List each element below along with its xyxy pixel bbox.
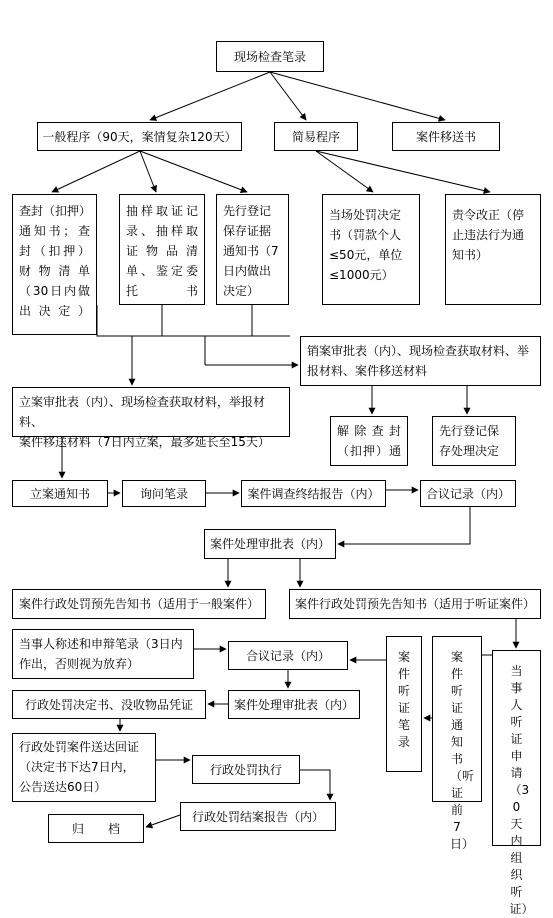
pre-notice-hearing-label: 案件行政处罚预先告知书（适用于听证案件）: [294, 597, 535, 611]
sampling-record-line-2: 录、抽样取: [126, 224, 198, 238]
preservation-decision-line-1: 先行登记保: [439, 424, 500, 438]
order-correction-node: [445, 194, 541, 305]
onsite-penalty-node: [322, 194, 420, 305]
sampling-record-node: [119, 194, 205, 305]
delivery-receipt-line-3: 公告送达60日）: [19, 780, 107, 794]
general-procedure-label: 一般程序（90天，案情复杂120天）: [42, 129, 237, 144]
handling-approval-node-1: [204, 529, 336, 559]
seal-notice-line-6: 出决定）: [19, 304, 90, 318]
simple-procedure-label: 简易程序: [291, 129, 340, 144]
seal-notice-node: [12, 194, 97, 335]
pre-notice-general-node: [12, 589, 266, 619]
preservation-notice-node: [216, 194, 289, 305]
statement-defense-node: [12, 629, 194, 679]
filing-approval-node: [12, 387, 290, 449]
order-correction-line-3: 知书）: [452, 248, 489, 262]
preservation-notice-line-1: 先行登记: [223, 204, 272, 218]
onsite-penalty-line-1: 当场处罚决定: [329, 208, 402, 222]
filing-notice-label: 立案通知书: [29, 486, 90, 501]
deliberation-record-node-2: [228, 641, 348, 670]
pre-notice-general-label: 案件行政处罚预先告知书（适用于一般案件）: [18, 597, 259, 611]
onsite-penalty-line-4: ≤1000元）: [329, 268, 394, 282]
case-transfer-node: [392, 122, 500, 151]
sampling-record-line-5: 托书: [126, 284, 198, 298]
delivery-receipt-line-1: 行政处罚案件送达回证: [19, 740, 140, 754]
preservation-decision-node: [432, 416, 516, 466]
onsite-penalty-line-2: 书（罚款个人: [329, 228, 402, 242]
preservation-notice-line-5: 决定）: [223, 284, 260, 298]
preservation-notice-line-4: 日内做出: [223, 264, 272, 278]
delivery-receipt-node: [12, 733, 156, 802]
handling-approval-node-2: [228, 690, 360, 719]
onsite-record-label: 现场检查笔录: [233, 49, 306, 64]
inquiry-record-label: 询问笔录: [139, 486, 188, 501]
release-seal-line-1: 解除查封: [337, 424, 401, 438]
hearing-application-node: [492, 650, 541, 916]
release-seal-node: [330, 416, 408, 466]
penalty-decision-label: 行政处罚决定书、没收物品凭证: [24, 697, 193, 712]
handling-approval-label-1: 案件处理审批表（内）: [209, 537, 330, 551]
investigation-report-label: 案件调查终结报告（内）: [247, 486, 380, 501]
preservation-notice-line-2: 保存证据: [223, 224, 272, 238]
deliberation-record-label-2: 合议记录（内）: [245, 648, 330, 663]
preservation-decision-line-2: 存处理决定: [439, 444, 500, 458]
onsite-record-node: [216, 41, 324, 72]
penalty-execution-node: [192, 755, 300, 784]
inquiry-record-node: [122, 480, 206, 507]
hearing-application-label: 当事人听证申请（30天内组织听证）: [509, 664, 534, 916]
general-procedure-node: [37, 122, 242, 151]
archive-node: [48, 814, 144, 843]
filing-notice-node: [12, 480, 108, 507]
seal-notice-line-4: 财物清单: [19, 264, 90, 278]
penalty-execution-label: 行政处罚执行: [209, 762, 282, 777]
archive-label: 归 档: [71, 821, 120, 836]
preservation-notice-line-3: 通知书（7: [223, 244, 279, 258]
seal-notice-line-5: （30日内做: [19, 284, 90, 298]
seal-notice-line-3: 封（扣押）: [19, 244, 90, 258]
filing-approval-line-2: 案件移送材料（7日内立案，最多延长至15天）: [19, 435, 270, 449]
order-correction-line-2: 止违法行为通: [452, 228, 525, 242]
hearing-record-node: [386, 636, 422, 772]
cancel-approval-line-1: 销案审批表（内）、现场检查获取材料、举: [307, 344, 530, 358]
hearing-notice-label: 案件听证通知书（听证前7日）: [450, 650, 475, 851]
sampling-record-line-3: 证物品清: [126, 244, 198, 258]
statement-defense-line-1: 当事人称述和申辩笔录（3日内: [19, 637, 183, 651]
investigation-report-node: [241, 480, 386, 507]
handling-approval-label-2: 案件处理审批表（内）: [233, 697, 354, 712]
closing-report-label: 行政处罚结案报告（内）: [191, 809, 324, 824]
onsite-penalty-line-3: ≤50元，单位: [329, 248, 403, 262]
seal-notice-line-2: 通知书；查: [19, 224, 90, 238]
simple-procedure-node: [274, 122, 358, 151]
cancel-approval-line-2: 报材料、案件移送材料: [307, 364, 428, 378]
order-correction-line-1: 责令改正（停: [452, 208, 525, 222]
hearing-record-label: 案件听证笔录: [397, 650, 410, 749]
deliberation-record-node-1: [420, 480, 516, 507]
seal-notice-line-1: 查封（扣押）: [19, 204, 92, 218]
release-seal-line-2: （扣押）通: [337, 444, 401, 458]
cancel-approval-node: [300, 336, 541, 386]
pre-notice-hearing-node: [289, 589, 541, 619]
closing-report-node: [180, 802, 336, 831]
case-transfer-label: 案件移送书: [415, 129, 476, 144]
statement-defense-line-2: 作出，否则视为放弃）: [19, 657, 140, 671]
filing-approval-line-1: 立案审批表（内）、现场检查获取材料，举报材料、: [19, 395, 266, 429]
delivery-receipt-line-2: （决定书下达7日内，: [19, 760, 135, 774]
sampling-record-line-4: 单、鉴定委: [126, 264, 198, 278]
sampling-record-line-1: 抽样取证记: [126, 204, 198, 218]
hearing-notice-node: [432, 636, 482, 851]
deliberation-record-label-1: 合议记录（内）: [425, 486, 510, 501]
penalty-decision-node: [12, 690, 206, 719]
